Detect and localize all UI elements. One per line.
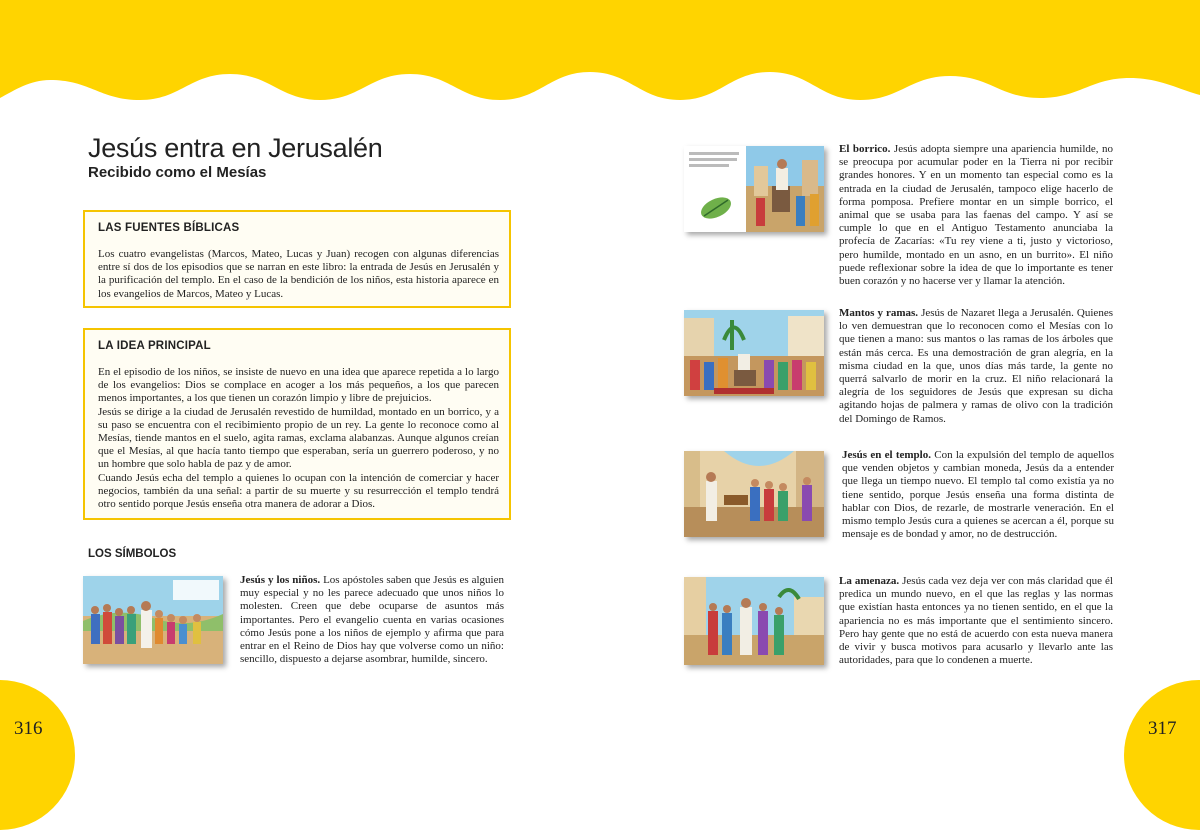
top-wave-decoration <box>0 0 1200 110</box>
main-idea-box <box>83 328 511 520</box>
page-title: Jesús entra en Jerusalén <box>88 133 383 163</box>
illustration-jesus-children <box>83 576 223 664</box>
illustration-threat <box>684 577 824 665</box>
page-number-right: 317 <box>1148 718 1177 739</box>
corner-decoration-left <box>0 680 75 830</box>
symbol-text-jesus-children <box>240 574 504 666</box>
symbol-term: El borrico. <box>839 143 891 155</box>
symbol-term: Jesús en el templo. <box>842 449 931 461</box>
symbol-text-temple <box>842 449 1114 541</box>
main-idea-text <box>98 366 499 511</box>
illustration-temple <box>684 451 824 537</box>
sources-text <box>98 248 499 301</box>
sources-paragraph: Los cuatro evangelistas (Marcos, Mateo, Lucas y Juan) recogen con algunas diferencias entre sí dos de los episodios que se narran en este libro: la entrada de Jesús en Jerusalén y la purificación del templo. En el caso de la bendición de los niños, esta historia aparece en los evangelios de Marcos, Mateo y Lucas. <box>98 248 499 300</box>
sources-box <box>83 210 511 308</box>
symbol-text-threat <box>839 575 1113 667</box>
symbol-text-cloaks-branches <box>839 307 1113 426</box>
main-idea-paragraph-2: Jesús se dirige a la ciudad de Jerusalén revestido de humildad, montado en un borrico, y a su paso se encuentra con el recibimiento propio de un rey. La gente lo reconoce como al Mesías, tiende mantos en el suelo, agita ramas, exclama alabanzas. Aunque algunos creían que el Mesías, al que hacía tanto tiempo que esperaban, sería un guerrero poderoso, y no un hombre que solo habla de paz y de amor. <box>98 405 499 471</box>
symbols-heading: LOS SÍMBOLOS <box>88 548 177 560</box>
symbol-term: La amenaza. <box>839 575 900 587</box>
page-number-left: 316 <box>14 718 43 739</box>
corner-decoration-right <box>1124 680 1200 830</box>
illustration-donkey <box>684 146 824 232</box>
symbol-text-donkey <box>839 143 1113 288</box>
main-idea-paragraph-1: En el episodio de los niños, se insiste de nuevo en una idea que aparece repetida a lo largo de los evangelios: Dios se complace en acoger a los más pequeños, a los que parecen menos importantes, a los que tienen un corazón limpio y libre de prejuicios. <box>98 366 499 405</box>
symbol-term: Mantos y ramas. <box>839 307 919 319</box>
main-idea-heading: LA IDEA PRINCIPAL <box>98 340 211 352</box>
illustration-cloaks-branches <box>684 310 824 396</box>
symbol-description: Con la expulsión del templo de aquellos que venden objetos y cambian moneda, Jesús da a entender que llega un tiempo nuevo. El templo tal como existía ya no tiene sentido, porque Jesús enseña una forma distinta de hablar con Dios, de rezarle, de mostrarle veneración. En el mismo templo Jesús cura a quienes se acercan a él, porque su mensaje es de bondad y amor, no de destrucción. <box>842 449 1114 541</box>
symbol-description: Jesús adopta siempre una apariencia humilde, no se preocupa por acumular poder en la Tierra ni por recibir grandes honores. Y en un momento tan especial como es la entrada en la ciudad de Jerusalén, tampoco elige hacerlo de forma pomposa. Prefiere montar en un simple borrico, el animal que se usaba para las faenas del campo. Y así se cumple lo que en el Antiguo Testamento anunciaba la profecía de Zacarías: «Tu rey viene a ti, justo y victorioso, pero humilde, montado en un asno, en un burrito». El niño puede reflexionar sobre la idea de que lo importante es tener buen corazón y no hacerse ver y llamar la atención. <box>839 143 1113 288</box>
page-subtitle: Recibido como el Mesías <box>88 164 267 181</box>
symbol-description: Los apóstoles saben que Jesús es alguien muy especial y no les parece adecuado que unos niños lo molesten. Creen que debe ocuparse de asuntos más importantes. Pero el evangelio cuenta en varias ocasiones cómo Jesús pone a los niños de ejemplo y afirma que para entrar en el Reino de Dios hay que volverse como un niño: sencillo, dispuesto a dejarse asombrar, humilde, sincero. <box>240 574 504 666</box>
sources-heading: LAS FUENTES BÍBLICAS <box>98 222 240 234</box>
symbol-description: Jesús cada vez deja ver con más claridad que él predica un mundo nuevo, en el que las reglas y las normas que existían hasta entonces ya no tienen sentido, en el que la apariencia no es más importante que el sentimiento sincero. Pero hay gente que no está de acuerdo con esta nueva manera de vivir y busca motivos para acusarlo y llevarlo ante las autoridades, para que lo condenen a muerte. <box>839 575 1113 667</box>
symbol-term: Jesús y los niños. <box>240 574 321 586</box>
symbol-description: Jesús de Nazaret llega a Jerusalén. Quienes lo ven demuestran que lo reconocen como el Mesías con lo que tienen a mano: sus mantos o las ramas de los árboles que están más cerca. Es una demostración de gran alegría, en la misma ciudad en la que, unos días más tarde, la gente no querrá salvarlo de morir en la cruz. El niño relacionará la alegría de los seguidores de Jesús que expresan su dicha agitando hojas de palmera y ramas de olivo con la tradición del Domingo de Ramos. <box>839 307 1113 425</box>
main-idea-paragraph-3: Cuando Jesús echa del templo a quienes lo ocupan con la intención de comerciar y hacer negocios, también da una señal: a partir de su muerte y su resurrección el templo tendrá otro sentido porque Jesús enseña otra manera de adorar a Dios. <box>98 471 499 511</box>
